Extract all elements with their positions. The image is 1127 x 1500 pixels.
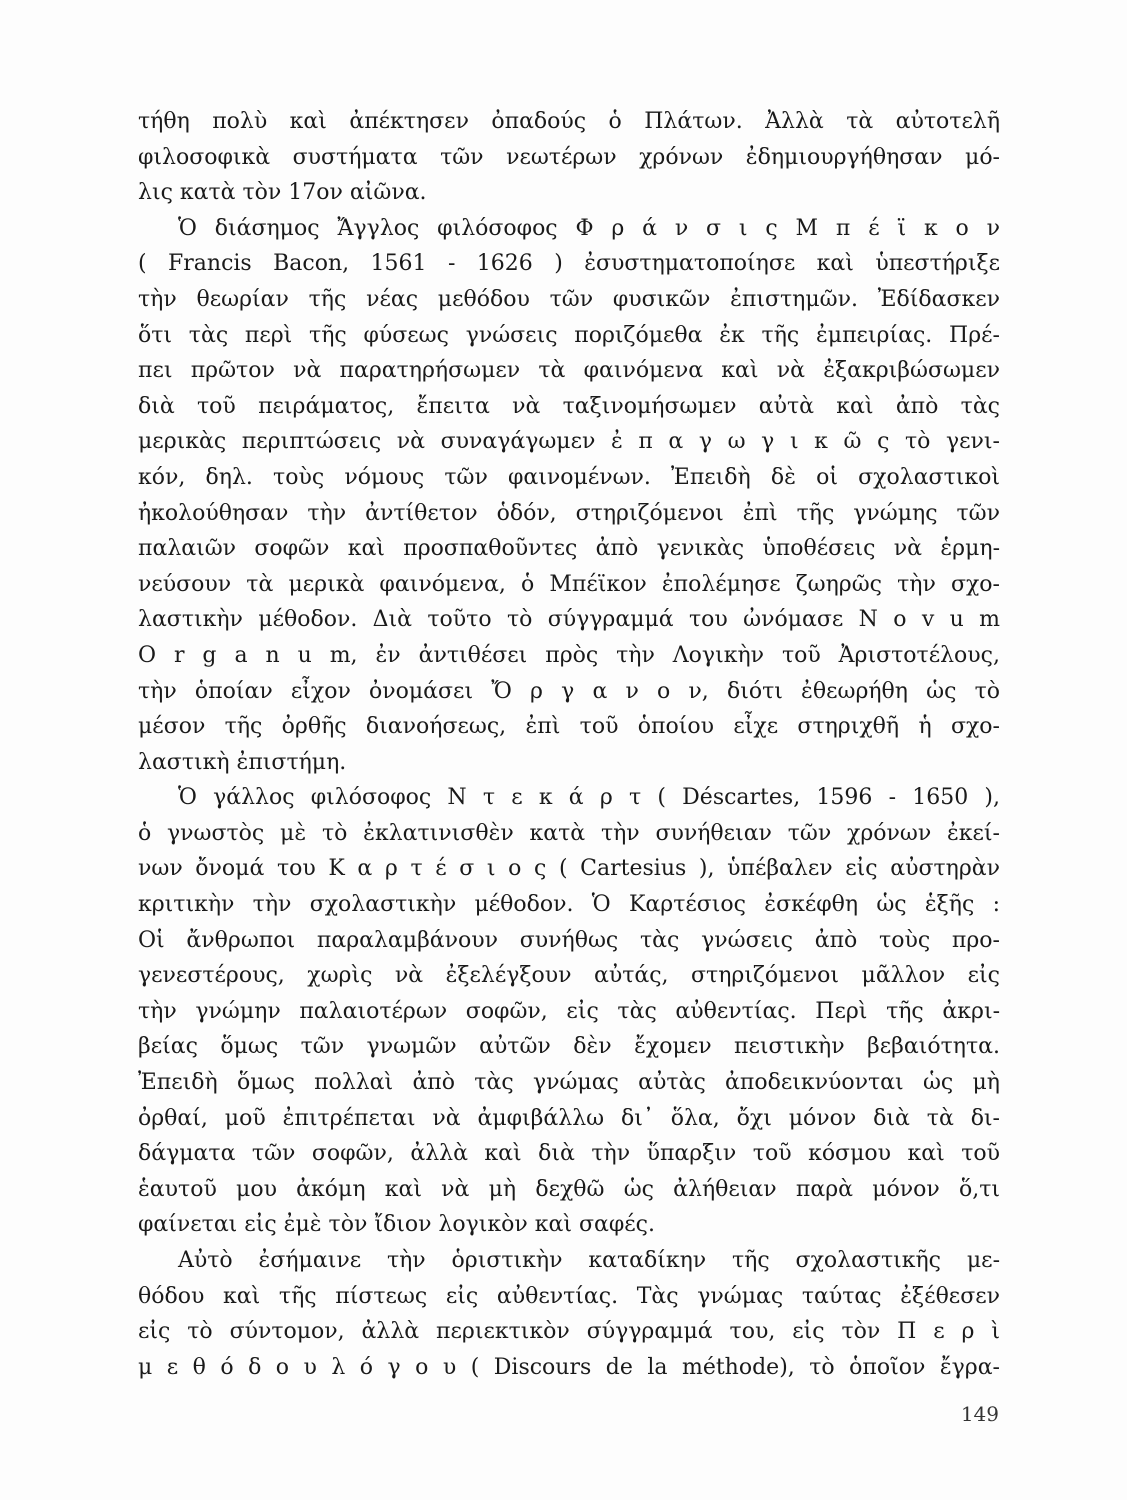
text-line: διὰ τοῦ πειράματος, ἔπειτα νὰ ταξινομήσωμεν αὐτὰ καὶ ἀπὸ τὰς bbox=[138, 393, 1000, 419]
text-line: φιλοσοφικὰ συστήματα τῶν νεωτέρων χρόνων ἐδημιουργήθησαν μό- bbox=[138, 144, 1000, 170]
text-line: κόν, δηλ. τοὺς νόμους τῶν φαινομένων. Ἐπειδὴ δὲ οἱ σχολαστικοὶ bbox=[138, 464, 1000, 490]
text-line: ὀρθαί, μοῦ ἐπιτρέπεται νὰ ἀμφιβάλλω δι᾽ ὅλα, ὄχι μόνον διὰ τὰ δι- bbox=[138, 1105, 1000, 1131]
text-line: Οἱ ἄνθρωποι παραλαμβάνουν συνήθως τὰς γνώσεις ἀπὸ τοὺς προ- bbox=[138, 927, 1000, 953]
text-line: βείας ὅμως τῶν γνωμῶν αὐτῶν δὲν ἔχομεν πειστικὴν βεβαιότητα. bbox=[138, 1034, 1000, 1060]
text-line: ὁ γνωστὸς μὲ τὸ ἐκλατινισθὲν κατὰ τὴν συνήθειαν τῶν χρόνων ἐκεί- bbox=[138, 820, 1000, 846]
text-line: κριτικὴν τὴν σχολαστικὴν μέθοδον. Ὁ Καρτέσιος ἐσκέφθη ὡς ἑξῆς : bbox=[138, 892, 1000, 918]
text-line: τὴν θεωρίαν τῆς νέας μεθόδου τῶν φυσικῶν ἐπιστημῶν. Ἐδίδασκεν bbox=[138, 286, 1000, 312]
page-number: 149 bbox=[960, 1402, 999, 1426]
text-line: Ὁ γάλλος φιλόσοφος Ν τ ε κ ά ρ τ ( Déscartes, 1596 - 1650 ), bbox=[178, 785, 1000, 811]
text-line: ἠκολούθησαν τὴν ἀντίθετον ὁδόν, στηριζόμενοι ἐπὶ τῆς γνώμης τῶν bbox=[138, 500, 1000, 526]
text-line: Αὐτὸ ἐσήμαινε τὴν ὁριστικὴν καταδίκην τῆς σχολαστικῆς με- bbox=[178, 1248, 1000, 1273]
text-line: φαίνεται εἰς ἐμὲ τὸν ἴδιον λογικὸν καὶ σαφές. bbox=[138, 1212, 655, 1238]
text-line: μ ε θ ό δ ο υ λ ό γ ο υ ( Discours de la méthode), τὸ ὁποῖον ἔγρα- bbox=[138, 1354, 1000, 1380]
text-line: τήθη πολὺ καὶ ἀπέκτησεν ὀπαδούς ὁ Πλάτων. Ἀλλὰ τὰ αὐτοτελῆ bbox=[138, 109, 1000, 134]
text-line: παλαιῶν σοφῶν καὶ προσπαθοῦντες ἀπὸ γενικὰς ὑποθέσεις νὰ ἑρμη- bbox=[138, 536, 1000, 562]
text-line: τὴν γνώμην παλαιοτέρων σοφῶν, εἰς τὰς αὐθεντίας. Περὶ τῆς ἀκρι- bbox=[138, 998, 1000, 1024]
text-line: ( Francis Bacon, 1561 - 1626 ) ἐσυστηματοποίησε καὶ ὑπεστήριξε bbox=[138, 251, 1000, 277]
text-line: γενεστέρους, χωρὶς νὰ ἐξελέγξουν αὐτάς, στηριζόμενοι μᾶλλον εἰς bbox=[138, 963, 1000, 989]
text-line: θόδου καὶ τῆς πίστεως εἰς αὐθεντίας. Τὰς γνώμας ταύτας ἐξέθεσεν bbox=[138, 1283, 1000, 1309]
text-line: πει πρῶτον νὰ παρατηρήσωμεν τὰ φαινόμενα καὶ νὰ ἐξακριβώσωμεν bbox=[138, 358, 1000, 384]
text-line: λις κατὰ τὸν 17ον αἰῶνα. bbox=[138, 180, 427, 206]
text-line: O r g a n u m, ἐν ἀντιθέσει πρὸς τὴν Λογικὴν τοῦ Ἀριστοτέλους, bbox=[138, 642, 1000, 668]
text-line: λαστικὴν μέθοδον. Διὰ τοῦτο τὸ σύγγραμμά του ὠνόμασε N o v u m bbox=[138, 607, 1000, 633]
text-line: Ἐπειδὴ ὅμως πολλαὶ ἀπὸ τὰς γνώμας αὐτὰς ἀποδεικνύονται ὡς μὴ bbox=[138, 1070, 1000, 1096]
text-line: Ὁ διάσημος Ἄγγλος φιλόσοφος Φ ρ ά ν σ ι ς Μ π έ ϊ κ ο ν bbox=[178, 215, 1000, 241]
text-line: νων ὄνομά του Κ α ρ τ έ σ ι ο ς ( Cartesius ), ὑπέβαλεν εἰς αὐστηρὰν bbox=[138, 856, 1000, 882]
text-line: ὅτι τὰς περὶ τῆς φύσεως γνώσεις ποριζόμεθα ἐκ τῆς ἐμπειρίας. Πρέ- bbox=[138, 322, 1000, 348]
text-line: δάγματα τῶν σοφῶν, ἀλλὰ καὶ διὰ τὴν ὕπαρξιν τοῦ κόσμου καὶ τοῦ bbox=[138, 1141, 1000, 1167]
body-text bbox=[138, 104, 1000, 1385]
text-line: μερικὰς περιπτώσεις νὰ συναγάγωμεν ἐ π α γ ω γ ι κ ῶ ς τὸ γενι- bbox=[138, 429, 1000, 455]
text-line: νεύσουν τὰ μερικὰ φαινόμενα, ὁ Μπέϊκον ἐπολέμησε ζωηρῶς τὴν σχο- bbox=[138, 571, 1000, 597]
text-line: μέσον τῆς ὀρθῆς διανοήσεως, ἐπὶ τοῦ ὁποίου εἶχε στηριχθῆ ἡ σχο- bbox=[138, 714, 1000, 740]
text-line: τὴν ὁποίαν εἶχον ὀνομάσει Ὄ ρ γ α ν ο ν, διότι ἐθεωρήθη ὡς τὸ bbox=[138, 678, 1000, 704]
text-line: εἰς τὸ σύντομον, ἀλλὰ περιεκτικὸν σύγγραμμά του, εἰς τὸν Π ε ρ ὶ bbox=[138, 1319, 1000, 1345]
text-line: λαστικὴ ἐπιστήμη. bbox=[138, 749, 347, 775]
text-line: ἑαυτοῦ μου ἀκόμη καὶ νὰ μὴ δεχθῶ ὡς ἀλήθειαν παρὰ μόνον ὅ,τι bbox=[138, 1176, 1000, 1202]
